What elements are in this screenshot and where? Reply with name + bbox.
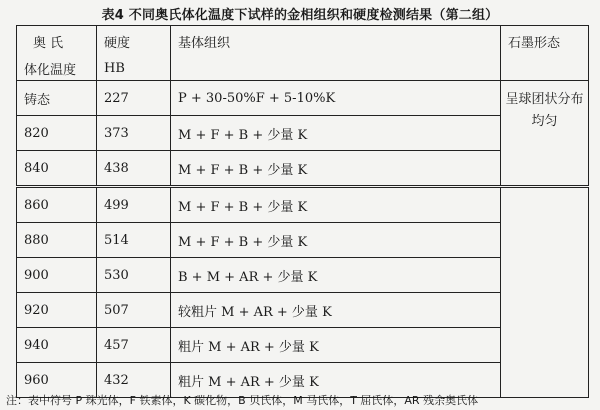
cell-matrix: 较粗片 M + AR + 少量 K (171, 293, 501, 328)
table-row (17, 187, 589, 223)
table-footnote: 注：表中符号 P 珠光体，F 铁素体，K 碳化物，B 贝氏体，M 马氏体，T 屈氏体，AR 残余奥氏体 (6, 394, 479, 407)
header-graphite: 石墨形态 (501, 26, 589, 81)
cell-temperature: 860 (17, 187, 97, 223)
cell-matrix: P + 30-50%F + 5-10%K (171, 81, 501, 116)
cell-matrix: 粗片 M + AR + 少量 K (171, 363, 501, 398)
cell-temperature: 铸态 (17, 81, 97, 116)
table-row (17, 81, 589, 116)
cell-hardness: 457 (97, 328, 171, 363)
cell-temperature: 960 (17, 363, 97, 398)
header-matrix: 基体组织 (171, 26, 501, 81)
cell-temperature: 880 (17, 223, 97, 258)
cell-temperature: 820 (17, 116, 97, 151)
cell-hardness: 499 (97, 187, 171, 223)
cell-temperature: 840 (17, 151, 97, 187)
cell-graphite: 呈球团状分布均匀 (501, 81, 589, 187)
cell-hardness: 373 (97, 116, 171, 151)
table-body (17, 81, 589, 398)
cell-hardness: 432 (97, 363, 171, 398)
header-temperature: 奥 氏 (17, 26, 97, 57)
cell-temperature: 920 (17, 293, 97, 328)
cell-hardness: 507 (97, 293, 171, 328)
header-hardness: 硬度 (97, 26, 171, 57)
cell-temperature: 940 (17, 328, 97, 363)
cell-temperature: 900 (17, 258, 97, 293)
cell-matrix: B + M + AR + 少量 K (171, 258, 501, 293)
cell-graphite-empty (501, 187, 589, 398)
cell-matrix: M + F + B + 少量 K (171, 223, 501, 258)
header-hardness-unit: HB (97, 56, 171, 81)
cell-matrix: M + F + B + 少量 K (171, 187, 501, 223)
results-table (16, 25, 589, 398)
cell-hardness: 514 (97, 223, 171, 258)
cell-hardness: 227 (97, 81, 171, 116)
cell-matrix: M + F + B + 少量 K (171, 116, 501, 151)
table-caption: 表4 不同奥氏体化温度下试样的金相组织和硬度检测结果（第二组） (101, 8, 499, 23)
cell-hardness: 438 (97, 151, 171, 187)
results-table-container (16, 25, 588, 390)
header-temperature-line2: 体化温度 (17, 56, 97, 81)
cell-hardness: 530 (97, 258, 171, 293)
cell-matrix: 粗片 M + AR + 少量 K (171, 328, 501, 363)
cell-matrix: M + F + B + 少量 K (171, 151, 501, 187)
